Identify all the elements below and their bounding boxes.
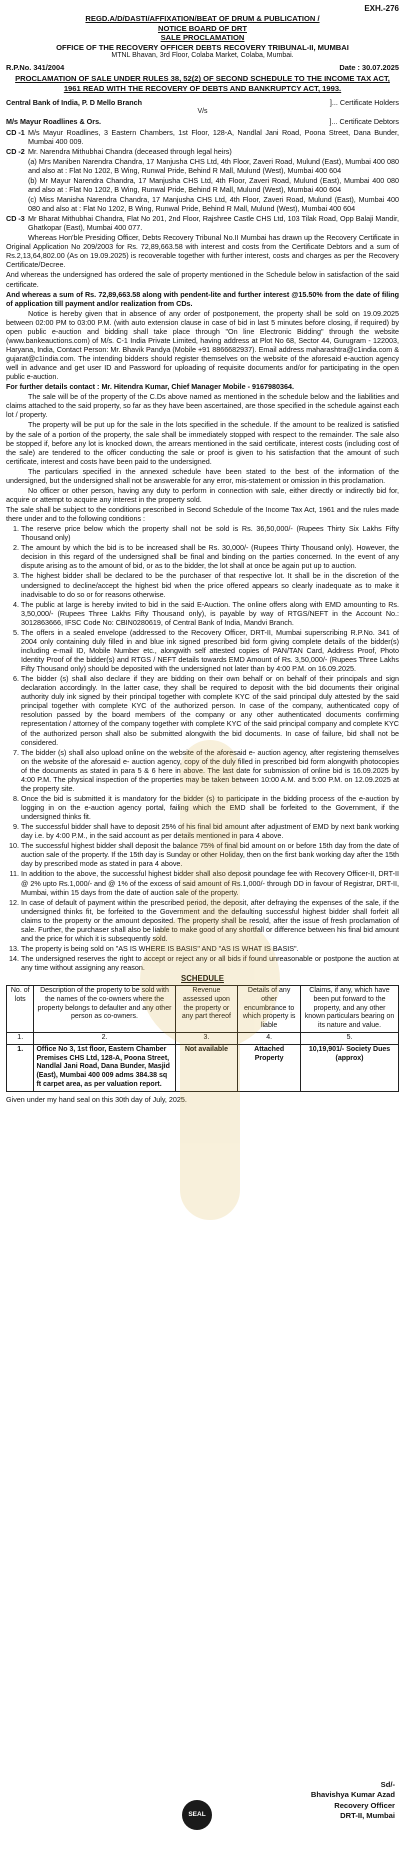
para-auction-notice: Notice is hereby given that in absence of any order of postponement, the property shall be sold on 19.09.2025 between 02:00 PM to 03:00 P.M. (with auto extension clause in case of bid in last 5 minutes before closing, if required) by open public e-auction and bidding shall take place through "On line Electronic Bidding" through the website (www.bankeauctions.com) of M/s. C-1 India Private Limited, having address at Plot No 68, Sector 44, Gurugram - 122003, Haryana, India, Contact Person: Mr. Bhavik Pandya (Mobile +91 8866682937). Email address maharashtra@c1india.com & gujarat@c1india.com. The intending bidders should register themselves on the website of the aforesaid e-auction agency well in advance and get user ID and Password for uploading of requisite documents and/or for participating in the open public e-auction. (6, 308, 399, 382)
para-recovery-certificate: Whereas Hon'ble Presiding Officer, Debts Recovery Tribunal No.II Mumbai has drawn up the Recovery Certificate in Original Application No 209/2003 for Rs. 72,89,663.58 with interest and costs from the Certificate Debtors and a sum of Rs.2,13,64,802.00 (As on 19.09.2025) is recoverable together with further interest, costs and charges as per the Recovery Certificate/Decree. (6, 233, 399, 270)
schedule-title: SCHEDULE (181, 974, 224, 984)
signatory-title: Recovery Officer (334, 1800, 395, 1810)
cd-2-key: CD -2 (6, 146, 25, 156)
term-item: 14. The undersigned reserves the right to accept or reject any or all bids if found unreasonable or postpone the auction at any time without assigning any reason. (21, 954, 399, 972)
cd-2b: (b) Mr Mayur Narendra Chandra, 17 Manjusha CHS Ltd, 4th Floor, Zaveri Road, Mulund (East), Mumbai 400 080 and also at : Flat No 1202, B Wing, Runwal Pride, Behind R Mall, Mulund (West), Mumbai 400 604 (28, 175, 399, 194)
term-item: 4. The public at large is hereby invited to bid in the said E-Auction. The online offers along with EMD amounting to Rs. 3,50,000/- (Rupees Three Lakhs Fifty Thousand only), is payable by way of RTGS/NEFT in the Account No.: 3012863666, IFSC Code No: CBIN0280619, of Central Bank of India, Mandvi Branch. (21, 600, 399, 627)
certificate-holder-role: ]... Certificate Holders (329, 97, 399, 107)
versus-label: V/s (197, 107, 208, 115)
seal-stamp: SEAL (182, 1800, 212, 1830)
term-item: 8. Once the bid is submitted it is mandatory for the bidder (s) to participate in the bidding process of the e-auction by logging in on the e-auction agency portal, failing which the EMD shall be forfeited to the Government, if the undersigned thinks fit. (21, 794, 399, 821)
cd-3-text: Mr Bharat Mithubhai Chandra, Flat No 201, 2nd Floor, Rajshree Castle CHS Ltd, 103 Tilak Road, Opp Balaji Mandir, Ghatkopar (East), Mumbai 400 077. (28, 214, 399, 233)
certificate-debtor-row (6, 117, 399, 126)
cell-revenue: Not available (175, 1044, 238, 1091)
term-item: 1. The reserve price below which the property shall not be sold is Rs. 36,50,000/- (Rupees Thirty Six Lakhs Fifty Thousand only) (21, 524, 399, 542)
col-number: 5. (300, 1033, 398, 1045)
given-under-hand: Given under my hand seal on this 30th day of July, 2025. (6, 1094, 187, 1104)
schedule-table (6, 985, 399, 1092)
para-sale-ordered: And whereas the undersigned has ordered the sale of property mentioned in the Schedule below in satisfaction of the said certificate. (6, 270, 399, 289)
col-description: Description of the property to be sold with the names of the co-owners where the property belongs to defaulter and any other person as co-owners. (34, 985, 175, 1032)
term-item: 3. The highest bidder shall be declared to be the purchaser of that respective lot. It shall be in the discretion of the undersigned to decline/accept the highest bid when the price offered appears so clearly inadequate as to make it inadvisable to do so or for reasons otherwise. (21, 571, 399, 598)
office-name: OFFICE OF THE RECOVERY OFFICER DEBTS RECOVERY TRIBUNAL-II, MUMBAI (56, 42, 349, 52)
cell-lot: 1. (7, 1044, 34, 1091)
cell-claims: 10,19,901/- Society Dues (approx) (300, 1044, 398, 1091)
schedule-row (7, 1044, 399, 1091)
schedule-header-row (7, 985, 399, 1032)
signature-sd: Sd/- (380, 1780, 395, 1789)
term-item: 2. The amount by which the bid is to be increased shall be Rs. 30,000/- (Rupees Thirty Thousand only). However, the decision in this regard of the undersigned shall be final and binding on the parties concerned. In the event of any dispute arising as to the amount of bid, or as to the bidder, the lot shall at once be again put up to auction. (21, 543, 399, 570)
cd-1-key: CD -1 (6, 127, 25, 137)
term-item: 11. In addition to the above, the successful highest bidder shall also deposit poundage fee with Recovery Officer-II, DRT-II @ 2% upto Rs.1,000/- and @ 1% of the excess of said amount of Rs.1,000/- through DD in favour of Registrar, DRT-II, Mumbai, within 15 days from the date of auction sale of the property. (21, 869, 399, 896)
cd-1 (6, 128, 399, 146)
header-line-1: REGD.A/D/DASTI/AFFIXATION/BEAT OF DRUM & PUBLICATION / (85, 14, 320, 24)
para-sale-property: The sale will be of the property of the C.Ds above named as mentioned in the schedule below and the liabilities and claims attached to the said property, so far as they have been ascertained, are those specified in the schedule against each lot / property. (6, 392, 399, 420)
col-revenue: Revenue assessed upon the property or any part thereof (175, 985, 238, 1032)
col-encumbrance: Details of any other encumbrance to which property is liable (238, 985, 301, 1032)
para-officer-restriction: No officer or other person, having any duty to perform in connection with sale, either directly or indirectly bid for, acquire or attempt to acquire any interest in the property sold. (6, 485, 399, 504)
para-particulars: The particulars specified in the annexed schedule have been stated to the best of the information of the undersigned, but the undersigned shall not be answerable for any error, mis-statement or omission in this proclamation. (6, 466, 399, 485)
para-contact: For further details contact : Mr. Hitendra Kumar, Chief Manager Mobile - 9167980364. (6, 382, 294, 392)
col-number: 1. (7, 1033, 34, 1045)
cd-2a: (a) Mrs Maniben Narendra Chandra, 17 Manjusha CHS Ltd, 4th Floor, Zaveri Road, Mulund (East), Mumbai 400 080 and also at : Flat No 1202, B Wing, Runwal Pride, Behind R Mall, Mulund (West), Mumbai 400 604 (28, 156, 399, 175)
exhibit-number: EXH.-276 (364, 4, 399, 13)
term-item: 7. The bidder (s) shall also upload online on the website of the aforesaid e- auction agency, after registering themselves on the website of the aforesaid e- auction agency, copy of the duly filled in prescribed bid form alongwith photocopies of the documents as stated in para 5 & 6 here in above. The last date for submission of online bid is 16.09.2025 by 4:00 P.M. The physical inspection of the properties may be taken between 10:00 A.M. and 5:00 P.M. on 12.09.2025 at the property site. (21, 748, 399, 793)
para-conditions-intro: The sale shall be subject to the conditions prescribed in Second Schedule of the Income Tax Act, 1961 and the rules made there under and to the following conditions : (6, 505, 399, 524)
cd-3-key: CD -3 (6, 214, 25, 224)
rp-date-row (6, 63, 399, 72)
col-claims: Claims, if any, which have been put forward to the property, and any other known particulars bearing on its nature and value. (300, 985, 398, 1032)
signatory-name: Bhavishya Kumar Azad (310, 1790, 395, 1800)
col-lots: No. of lots (7, 985, 34, 1032)
cell-encumbrance: Attached Property (238, 1044, 301, 1091)
term-item: 6. The bidder (s) shall also declare if they are bidding on their own behalf or on behalf of their principals and sign declaration accordingly. In the latter case, they shall be required to deposit with the bid documents their original authority duly ink signed by their principal together with complete KYC of the said principal duly attested by the said principal together with complete KYC of the authorized person. In case of the company, authenticated copy of resolution passed by the board members of the company or any other authenticated documents confirming representation / attorney of the company together with complete KYC of the said principal company and complete KYC of the authorized person shall also be submitted alongwith the bid documents. In case of failure, bid shall not be considered. (21, 674, 399, 747)
certificate-debtor-role: ]... Certificate Debtors (329, 117, 399, 127)
certificate-holder: Central Bank of India, P. D Mello Branch (6, 97, 143, 107)
certificate-debtor: M/s Mayur Roadlines & Ors. (6, 117, 102, 127)
term-item: 12. In case of default of payment within the prescribed period, the deposit, after defraying the expenses of the sale, if the undersigned thinks fit, be forfeited to the Government and the defaulting successful highest bidder shall forfeit all claims to the property or the amount deposited. The property shall be resold, after the issue of fresh proclamation of sale. Further, the purchaser shall also be liable to make good of any shortfall or difference between his final bid amount and the price for which it is subsequently sold. (21, 898, 399, 943)
signatory-office: DRT-II, Mumbai (340, 1810, 395, 1820)
header-line-3: SALE PROCLAMATION (160, 33, 245, 43)
header-line-2: NOTICE BOARD OF DRT (157, 23, 247, 33)
para-interest: And whereas a sum of Rs. 72,89,663.58 along with pendent-lite and further interest @15.50% from the date of filing of application till payment and/or realization from CDs. (6, 289, 399, 308)
term-item: 10. The successful highest bidder shall deposit the balance 75% of final bid amount on or before 15th day from the date of auction sale of the property. If the 15th day is Sunday or other Holiday, then on the first bank working day after the 15th day by prescribed mode as stated in para 4 above. (21, 841, 399, 868)
col-number: 3. (175, 1033, 238, 1045)
proclamation-date: Date : 30.07.2025 (339, 63, 399, 73)
term-item: 5. The offers in a sealed envelope (addressed to the Recovery Officer, DRT-II, Mumbai superscribing R.P.No. 341 of 2004 only containing duly filled in and blue ink signed prescribed bid form giving complete details of the bidder(s) including e-mail ID, Mobile Number etc., alongwith self attested copies of PAN/TAN Card, Address Proof, Photo Identity Proof of the bidder(s) and RTGS / NEFT details towards EMD Amount of Rs. 3,50,000/- (Rupees Three Lakhs Fifty Thousand only) should be deposited with the undersigned not later than by 4:00 P.M. on 16.09.2025. (21, 628, 399, 673)
proclamation-title: PROCLAMATION OF SALE UNDER RULES 38, 52(2) OF SECOND SCHEDULE TO THE INCOME TAX ACT, 1961 READ WITH THE RECOVERY OF DEBTS AND BANKRUPTCY ACT, 1993. (15, 74, 390, 94)
terms-list (6, 524, 399, 972)
cd-2 (6, 147, 399, 156)
rp-number: R.P.No. 341/2004 (6, 63, 65, 73)
para-lots: The property will be put up for the sale in the lots specified in the schedule. If the amount to be realized is satisfied by the sale of a portion of the property, the sale shall be immediately stopped with respect to the remainder. The sale also be stopped if, before any lot is knocked down, the arrears mentioned in the said certificate, interest costs (including cost of the sale) are tendered to the officer conducting the sale or proof is given to his satisfaction that the amount of such certificate, interest and costs have been paid to the undersigned. (6, 420, 399, 466)
cd-2-text: Mr. Narendra Mithubhai Chandra (deceased through legal heirs) (28, 146, 232, 156)
office-address: MTNL Bhavan, 3rd Floor, Colaba Market, Colaba, Mumbai. (111, 52, 294, 60)
term-item: 9. The successful bidder shall have to deposit 25% of his final bid amount after adjustment of EMD by next bank working day i.e. by 4:00 P.M., in the said account as per details mentioned in para 4 above. (21, 822, 399, 840)
cd-1-text: M/s Mayur Roadlines, 3 Eastern Chambers, 1st Floor, 128-A, Nandlal Jani Road, Poona Street, Dana Bunder, Mumbai 400 009. (28, 127, 399, 146)
signature-block (311, 1780, 395, 1821)
col-number: 2. (34, 1033, 175, 1045)
schedule-number-row (7, 1033, 399, 1045)
cell-description: Office No 3, 1st floor, Eastern Chamber Premises CHS Ltd, 128-A, Poona Street, Nandlal Jani Road, Dana Bunder, Masjid (East), Mumbai 400 009 adms 384.38 sq ft carpet area, as per valuation report. (34, 1044, 175, 1091)
cd-3 (6, 214, 399, 232)
certificate-holder-row (6, 98, 399, 107)
term-item: 13. The property is being sold on "AS IS WHERE IS BASIS" AND "AS IS WHAT IS BASIS". (21, 944, 399, 953)
cd-2c: (c) Miss Manisha Narendra Chandra, 17 Manjusha CHS Ltd, 4th Floor, Zaveri Road, Mulund (East), Mumbai 400 080 and also at : Flat No 1202, B Wing, Runwal Pride, Behind R Mall, Mulund (West), Mumbai 400 604 (28, 194, 399, 214)
col-number: 4. (238, 1033, 301, 1045)
